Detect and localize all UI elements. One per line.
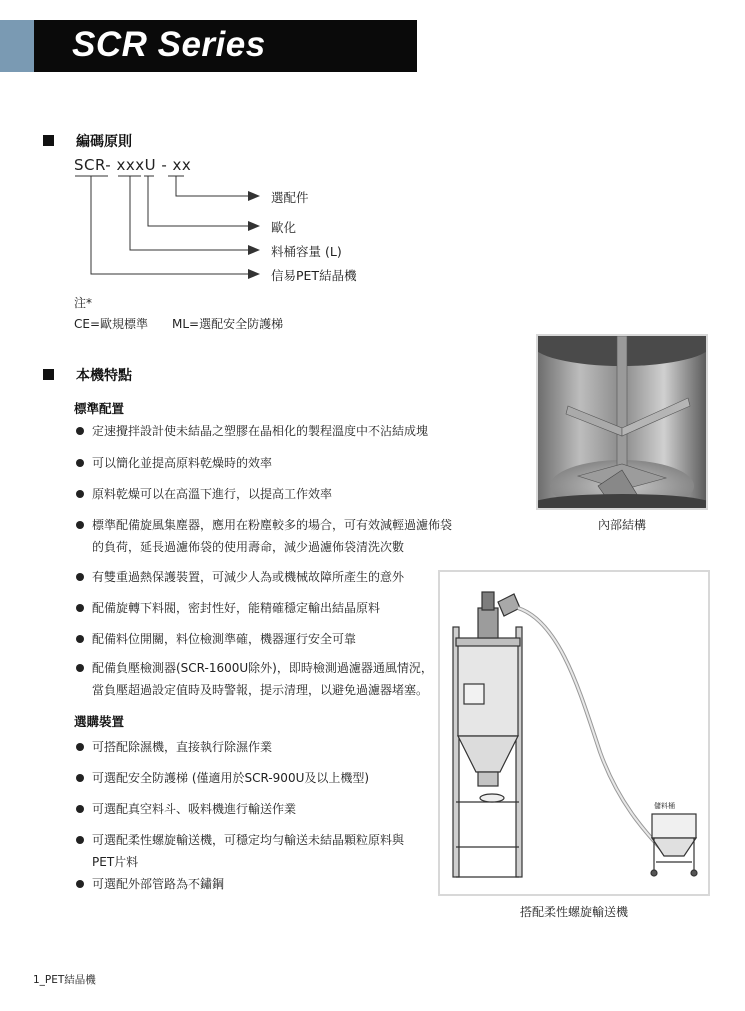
model-code: SCR- xxxU - xx (74, 156, 192, 174)
features-section-title: 本機特點 (76, 368, 132, 384)
list-item: 標準配備旋風集塵器，應用在粉塵較多的場合，可有效減輕過濾佈袋 的負荷，延長過濾佈袋的使用壽命，減少過濾佈袋清洗次數 (76, 514, 452, 558)
leader-model (91, 176, 250, 274)
bullet-dot (76, 774, 84, 782)
bullet-dot (76, 805, 84, 813)
arrow-capacity (248, 245, 260, 255)
bullet-dot (76, 664, 84, 672)
list-item: 有雙重過熱保護裝置，可減少人為或機械故障所產生的意外 (76, 566, 404, 588)
code-diagram-lines (0, 0, 745, 300)
page-number-label: 1_PET結晶機 (33, 974, 96, 986)
list-item: 原料乾燥可以在高溫下進行，以提高工作效率 (76, 483, 332, 505)
machine-photo (438, 570, 710, 896)
bullet-dot (76, 604, 84, 612)
machine-caption: 搭配柔性螺旋輸送機 (519, 905, 628, 919)
note-title: 注* (74, 296, 93, 310)
list-item: 可選配安全防護梯 (僅適用於SCR-900U及以上機型) (76, 767, 369, 789)
code-label-options: 選配件 (271, 190, 309, 205)
arrow-options (248, 191, 260, 201)
bullet-dot (76, 743, 84, 751)
list-item: 配備負壓檢測器(SCR-1600U除外)，即時檢測過濾器通風情況， 當負壓超過設定值時及時警報，提示清理，以避免過濾器堵塞。 (76, 657, 433, 701)
bullet-dot (76, 880, 84, 888)
list-item: 可選配真空料斗、吸料機進行輸送作業 (76, 798, 296, 820)
leader-euro (148, 176, 250, 226)
inner-structure-photo (536, 334, 708, 510)
inner-structure-caption: 內部結構 (597, 518, 646, 532)
hopper-label: 儲料桶 (654, 802, 675, 810)
coding-section-title: 編碼原則 (76, 134, 132, 150)
code-label-model: 信易PET結晶機 (271, 268, 357, 283)
list-item: 可以簡化並提高原料乾燥時的效率 (76, 452, 272, 474)
arrow-model (248, 269, 260, 279)
list-item: 配備料位開關，料位檢測準確，機器運行安全可靠 (76, 628, 356, 650)
bullet-dot (76, 521, 84, 529)
leader-options (176, 176, 250, 196)
standard-config-title: 標準配置 (74, 401, 125, 416)
list-item: 可選配柔性螺旋輸送機，可穩定均勻輸送未結晶顆粒原料與 PET片料 (76, 829, 404, 873)
list-item: 可搭配除濕機，直接執行除濕作業 (76, 736, 272, 758)
list-item: 定速攪拌設計使未結晶之塑膠在晶相化的製程溫度中不沾結成塊 (76, 420, 428, 442)
list-item: 可選配外部管路為不鏽鋼 (76, 873, 224, 895)
arrow-euro (248, 221, 260, 231)
bullet-dot (76, 836, 84, 844)
note-text: CE=歐規標準 ML=選配安全防護梯 (74, 317, 284, 331)
bullet-dot (76, 490, 84, 498)
code-label-capacity: 料桶容量 (L) (271, 244, 342, 259)
bullet-dot (76, 427, 84, 435)
bullet-dot (76, 635, 84, 643)
bullet-dot (76, 573, 84, 581)
section-bullet-square (43, 369, 54, 380)
code-label-euro: 歐化 (271, 220, 297, 235)
page-title: SCR Series (72, 25, 266, 64)
list-item: 配備旋轉下料閥，密封性好，能精確穩定輸出結晶原料 (76, 597, 380, 619)
optional-config-title: 選購裝置 (74, 714, 125, 729)
bullet-dot (76, 459, 84, 467)
